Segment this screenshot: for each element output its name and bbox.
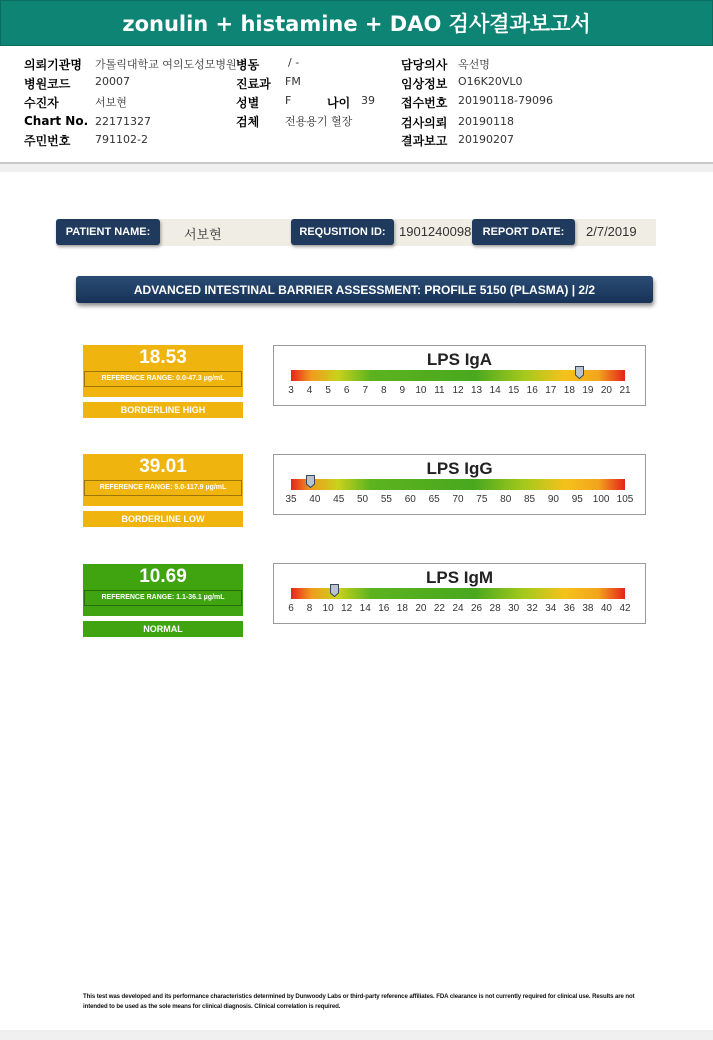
tick-label: 50 xyxy=(357,494,369,505)
specimen-value: 전용용기 혈장 xyxy=(285,115,353,128)
doctor-label: 담당의사 xyxy=(401,58,448,72)
gauge-title: LPS IgA xyxy=(426,350,493,369)
report-date-pill: REPORT DATE: xyxy=(472,219,575,245)
tick-label: 40 xyxy=(600,603,612,614)
tick-label: 36 xyxy=(563,603,575,614)
report-date-value: 20190207 xyxy=(458,133,514,146)
tick-label: 32 xyxy=(526,603,538,614)
tick-label: 8 xyxy=(380,385,387,396)
report-date-label: 결과보고 xyxy=(401,134,448,148)
disclaimer: This test was developed and its performance characteristics determined by Dunwoody Labs or third-party reference affiliates. FDA clearance is not currently required for clinical use. Results are not intended to be used as the sole means for clinical diagnosis. Clinical correlation is required. xyxy=(83,993,635,1010)
test-request-value: 20190118 xyxy=(458,115,514,128)
tick-label: 38 xyxy=(582,603,594,614)
tick-label: 21 xyxy=(619,385,631,396)
tick-label: 30 xyxy=(508,603,520,614)
marker-icon xyxy=(330,584,339,597)
status-badge: BORDERLINE HIGH xyxy=(83,402,243,418)
tick-label: 60 xyxy=(404,494,416,505)
result-igg xyxy=(83,454,243,527)
tick-label: 16 xyxy=(378,603,390,614)
tick-label: 10 xyxy=(415,385,427,396)
tick-label: 7 xyxy=(362,385,368,396)
tick-label: 95 xyxy=(571,494,583,505)
patient-info-panel xyxy=(0,46,713,164)
clinical-info-label: 임상정보 xyxy=(401,77,448,91)
tick-label: 8 xyxy=(306,603,313,614)
requisition-id: 1901240098 xyxy=(399,224,472,239)
tick-label: 15 xyxy=(508,385,520,396)
tick-label: 14 xyxy=(359,603,371,614)
ward-label: 병동 xyxy=(236,58,260,72)
chart-no-value: 22171327 xyxy=(95,115,151,128)
tick-label: 4 xyxy=(306,385,313,396)
result-value: 18.53 xyxy=(139,347,187,368)
reference-range: REFERENCE RANGE: 5.0-117.9 µg/mL xyxy=(84,480,242,496)
tick-label: 26 xyxy=(470,603,483,614)
tick-label: 40 xyxy=(309,494,321,505)
report-page xyxy=(0,172,713,1030)
report-title: zonulin + histamine + DAO 검사결과보고서 xyxy=(0,0,713,46)
hospital-code-label: 병원코드 xyxy=(24,77,71,91)
id-no-value: 791102-2 xyxy=(95,133,148,146)
result-iga xyxy=(83,345,243,418)
tick-label: 105 xyxy=(616,494,634,505)
tick-label: 17 xyxy=(545,385,557,396)
department-value: FM xyxy=(285,75,301,88)
tick-label: 90 xyxy=(547,494,559,505)
tick-label: 20 xyxy=(600,385,612,396)
result-value-box xyxy=(83,564,243,616)
gauge-iga xyxy=(273,345,646,406)
hospital-code-value: 20007 xyxy=(95,75,130,88)
sex-value: F xyxy=(285,94,292,107)
status-badge: BORDERLINE LOW xyxy=(83,511,243,527)
receipt-no-label: 접수번호 xyxy=(401,96,448,110)
gauge-igm xyxy=(273,563,646,624)
ward-value: / - xyxy=(288,56,300,69)
tick-label: 35 xyxy=(285,494,297,505)
tick-label: 24 xyxy=(452,603,464,614)
specimen-label: 검체 xyxy=(236,115,260,129)
institution-value: 가톨릭대학교 여의도성모병원 xyxy=(95,58,237,71)
tick-label: 11 xyxy=(434,385,445,396)
clinical-info-value: O16K20VL0 xyxy=(458,75,523,88)
tick-label: 100 xyxy=(592,494,610,505)
section-banner: ADVANCED INTESTINAL BARRIER ASSESSMENT: PROFILE 5150 (PLASMA) | 2/2 xyxy=(76,276,653,303)
tick-label: 70 xyxy=(452,494,464,505)
tick-label: 80 xyxy=(500,494,512,505)
tick-label: 18 xyxy=(563,385,575,396)
gauge-title: LPS IgG xyxy=(426,459,493,478)
tick-label: 55 xyxy=(380,494,392,505)
requisition-pill: REQUSITION ID: xyxy=(291,219,394,245)
age-label: 나이 xyxy=(327,96,351,110)
patient-value: 서보현 xyxy=(95,96,127,109)
gauge-igg xyxy=(273,454,646,515)
gauge-bar xyxy=(291,479,625,490)
patient-name-pill: PATIENT NAME: xyxy=(56,219,160,245)
report-date: 2/7/2019 xyxy=(586,224,637,239)
tick-label: 18 xyxy=(396,603,408,614)
tick-label: 85 xyxy=(524,494,536,505)
tick-label: 16 xyxy=(526,385,538,396)
reference-range: REFERENCE RANGE: 1.1-36.1 µg/mL xyxy=(84,590,242,606)
tick-label: 42 xyxy=(619,603,631,614)
tick-label: 12 xyxy=(341,603,353,614)
marker-icon xyxy=(306,475,315,488)
tick-label: 20 xyxy=(415,603,427,614)
chart-no-label: Chart No. xyxy=(24,114,89,128)
result-value: 10.69 xyxy=(139,566,187,587)
marker-icon xyxy=(575,366,584,379)
tick-label: 12 xyxy=(452,385,464,396)
id-no-label: 주민번호 xyxy=(24,134,71,148)
tick-label: 6 xyxy=(343,385,350,396)
tick-label: 9 xyxy=(399,385,406,396)
patient-name: 서보현 xyxy=(184,227,222,242)
department-label: 진료과 xyxy=(236,77,271,91)
tick-label: 5 xyxy=(325,385,331,396)
tick-label: 22 xyxy=(433,603,445,614)
result-value-box xyxy=(83,345,243,397)
tick-label: 3 xyxy=(288,385,294,396)
tick-label: 6 xyxy=(288,603,294,614)
status-badge: NORMAL xyxy=(83,621,243,637)
age-value: 39 xyxy=(361,94,375,107)
tick-label: 45 xyxy=(333,494,345,505)
tick-label: 13 xyxy=(470,385,483,396)
sex-label: 성별 xyxy=(236,96,260,110)
test-request-label: 검사의뢰 xyxy=(401,116,448,130)
tick-label: 19 xyxy=(582,385,594,396)
tick-label: 10 xyxy=(322,603,334,614)
doctor-value: 옥선명 xyxy=(458,58,490,71)
patient-strip xyxy=(56,219,656,246)
reference-range: REFERENCE RANGE: 0.0-47.3 µg/mL xyxy=(84,371,242,387)
tick-label: 28 xyxy=(489,603,501,614)
gauge-title: LPS IgM xyxy=(425,568,494,587)
receipt-no-value: 20190118-79096 xyxy=(458,94,553,107)
institution-label: 의뢰기관명 xyxy=(24,58,82,72)
tick-label: 34 xyxy=(545,603,557,614)
result-value: 39.01 xyxy=(139,456,187,477)
patient-label: 수진자 xyxy=(24,96,59,110)
result-value-box xyxy=(83,454,243,506)
tick-label: 14 xyxy=(489,385,501,396)
tick-label: 75 xyxy=(476,494,488,505)
result-igm xyxy=(83,564,243,637)
tick-label: 65 xyxy=(428,494,440,505)
gauge-bar xyxy=(291,588,625,599)
